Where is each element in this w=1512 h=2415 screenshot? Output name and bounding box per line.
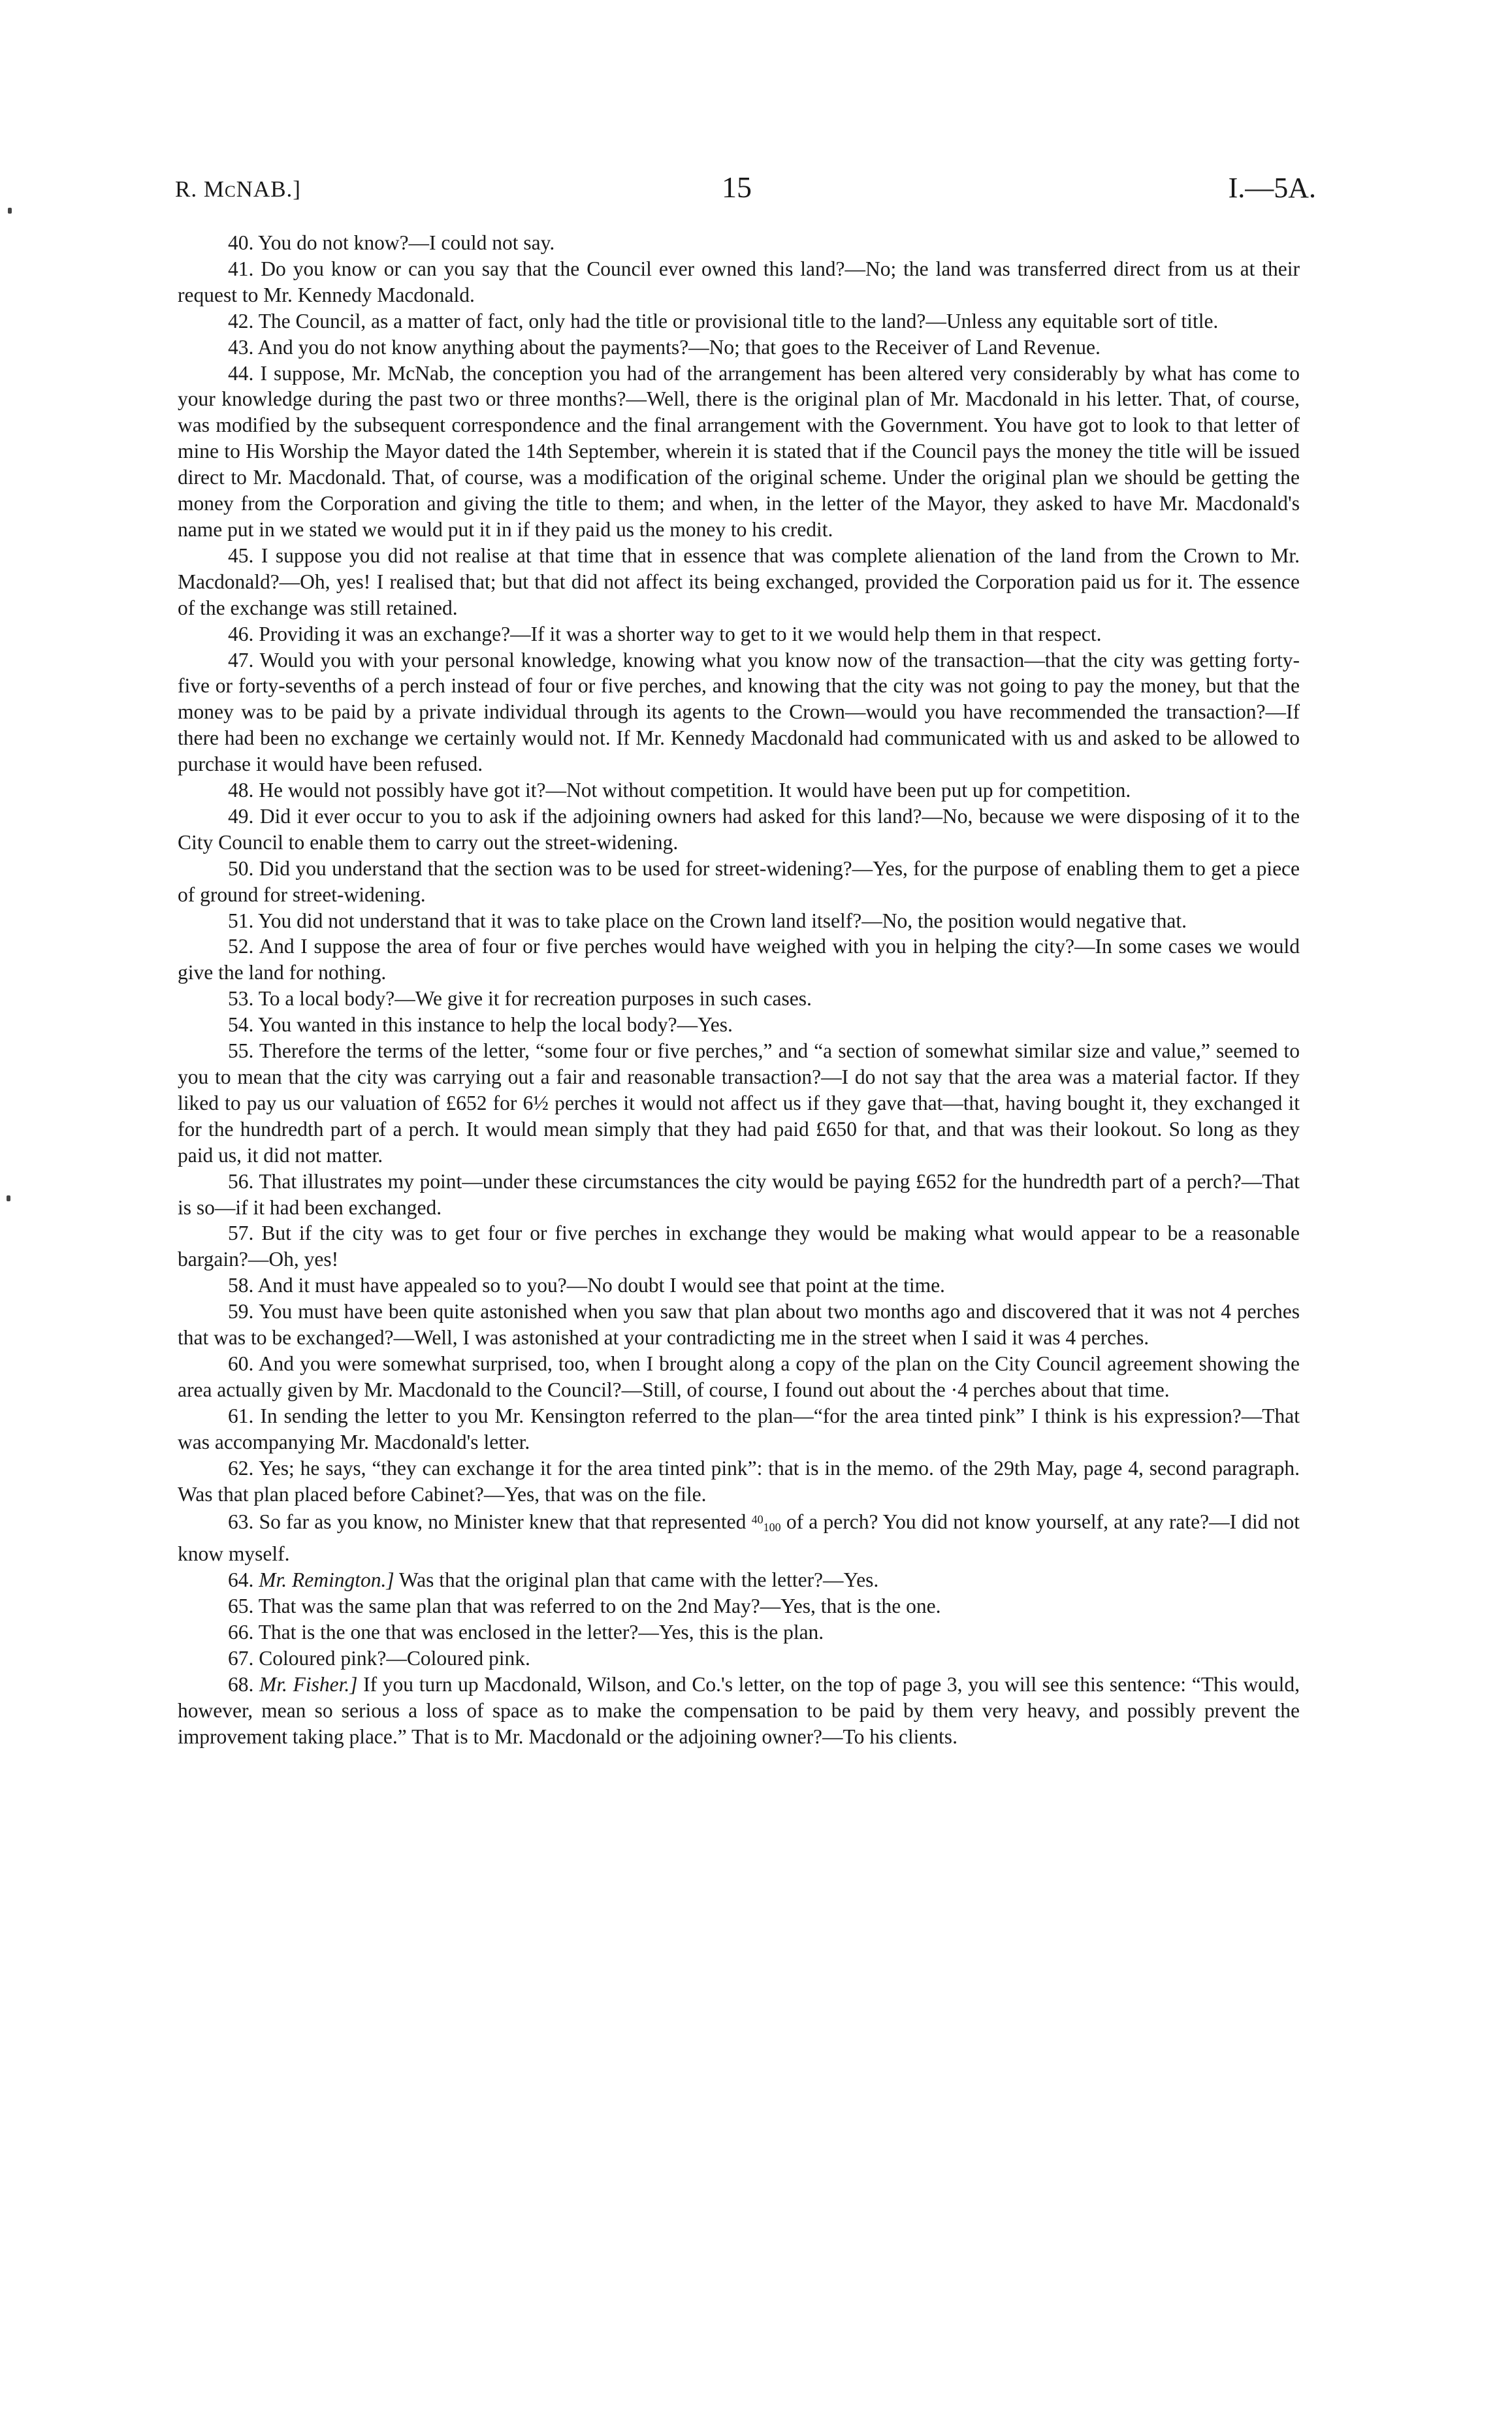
paragraph-64: 64. Mr. Remington.] Was that the original plan that came with the letter?—Yes.	[228, 1568, 879, 1592]
paragraph-63: 63. So far as you know, no Minister knew that that represented $^{40}$100 of a perch? You did not know yourself, at any rate?—I did not know myself.	[178, 1510, 1300, 1566]
paragraph-60: 60. And you were somewhat surprised, too, when I brought along a copy of the plan on the City Council agreement showing the area actually given by Mr. Macdonald to the Council?—Still, of course, I found out about the ·4 perches about that time.	[178, 1352, 1300, 1401]
paragraph-65: 65. That was the same plan that was referred to on the 2nd May?—Yes, that is the one.	[228, 1595, 941, 1618]
paragraph-57: 57. But if the city was to get four or five perches in exchange they would be making what would appear to be a reasonable bargain?—Oh, yes!	[178, 1222, 1300, 1271]
paragraph-40: 40. You do not know?—I could not say.	[228, 231, 555, 254]
paragraph-48: 48. He would not possibly have got it?—Not without competition. It would have been put up for competition.	[228, 779, 1131, 802]
paragraph-52: 52. And I suppose the area of four or five perches would have weighed with you in helping the city?—In some cases we would give the land for nothing.	[178, 935, 1300, 984]
header-witness-name: R. McNAB.]	[175, 176, 301, 202]
paragraph-50: 50. Did you understand that the section was to be used for street-widening?—Yes, for the purpose of enabling them to get a piece of ground for street-widening.	[178, 856, 1300, 906]
paragraph-55: 55. Therefore the terms of the letter, “some four or five perches,” and “a section of somewhat similar size and value,” seemed to you to mean that the city was carrying out a fair and reasonable transaction?—I do not say that the area was a material factor. If they liked to pay us our valuation of £652 for 6½ perches it would not affect us if they gave that—that, having bought it, they exchanged it for the hundredth part of a perch. It would mean simply that they had paid £650 for that, and that was their lookout. So long as they paid us, it did not matter.	[178, 1039, 1300, 1167]
speaker-name: Mr. Remington.]	[259, 1568, 394, 1592]
paragraph-66: 66. That is the one that was enclosed in the letter?—Yes, this is the plan.	[228, 1621, 824, 1644]
scan-mark	[8, 208, 12, 214]
paragraph-67: 67. Coloured pink?—Coloured pink.	[228, 1646, 530, 1670]
paragraph-41: 41. Do you know or can you say that the Council ever owned this land?—No; the land was transferred direct from us at their request to Mr. Kennedy Macdonald.	[178, 257, 1300, 306]
paragraph-68: 68. Mr. Fisher.] If you turn up Macdonald, Wilson, and Co.'s letter, on the top of page 3, you will see this sentence: “This would, however, mean so serious a loss of space as to make the compensation to be paid by them very heavy, and possibly prevent the improvement taking place.” That is to Mr. Macdonald or the adjoining owner?—To his clients.	[178, 1672, 1300, 1748]
paragraph-47: 47. Would you with your personal knowledge, knowing what you know now of the transaction—that the city was getting forty-five or forty-sevenths of a perch instead of four or five perches, and knowing that the city was not going to pay the money, but that the money was to be paid by a private individual through its agents to the Crown—would you have recommended the transaction?—If there had been no exchange we certainly would not. If Mr. Kennedy Macdonald had communicated with us and asked to be allowed to purchase it would have been refused.	[178, 648, 1300, 776]
paragraph-58: 58. And it must have appealed so to you?—No doubt I would see that point at the time.	[228, 1274, 945, 1297]
document-body	[178, 230, 1300, 1750]
paragraph-56: 56. That illustrates my point—under these circumstances the city would be paying £652 for the hundredth part of a perch?—That is so—if it had been exchanged.	[178, 1169, 1300, 1219]
paragraph-61: 61. In sending the letter to you Mr. Kensington referred to the plan—“for the area tinted pink” I think is his expression?—That was accompanying Mr. Macdonald's letter.	[178, 1404, 1300, 1453]
paragraph-54: 54. You wanted in this instance to help the local body?—Yes.	[228, 1013, 733, 1037]
paragraph-62: 62. Yes; he says, “they can exchange it for the area tinted pink”: that is in the memo. of the 29th May, page 4, second paragraph. Was that plan placed before Cabinet?—Yes, that was on the file.	[178, 1456, 1300, 1506]
paper-reference: I.—5A.	[1228, 172, 1316, 204]
paragraph-42: 42. The Council, as a matter of fact, only had the title or provisional title to the land?—Unless any equitable sort of title.	[228, 309, 1219, 332]
scan-mark	[7, 1195, 10, 1201]
paragraph-49: 49. Did it ever occur to you to ask if the adjoining owners had asked for this land?—No, because we were disposing of it to the City Council to enable them to carry out the street-widening.	[178, 804, 1300, 854]
fraction: $^{40}$100	[751, 1513, 781, 1534]
paragraph-43: 43. And you do not know anything about the payments?—No; that goes to the Receiver of Land Revenue.	[228, 335, 1101, 359]
paragraph-45: 45. I suppose you did not realise at that time that in essence that was complete alienation of the land from the Crown to Mr. Macdonald?—Oh, yes! I realised that; but that did not affect its being exchanged, provided the Corporation paid us for it. The essence of the exchange was still retained.	[178, 543, 1300, 619]
speaker-name: Mr. Fisher.]	[259, 1672, 358, 1696]
page-number: 15	[722, 170, 752, 204]
paragraph-51: 51. You did not understand that it was to take place on the Crown land itself?—No, the position would negative that.	[228, 909, 1187, 932]
paragraph-44: 44. I suppose, Mr. McNab, the conception you had of the arrangement has been altered very considerably by what has come to your knowledge during the past two or three months?—Well, there is the original plan of Mr. Macdonald in his letter. That, of course, was modified by the subsequent correspondence and the final arrangement with the Government. You have got to look to that letter of mine to His Worship the Mayor dated the 14th September, wherein it is stated that if the Council pays the money the title will be issued direct to Mr. Macdonald. That, of course, was a modification of the original scheme. Under the original plan we should be getting the money from the Corporation and giving the title to them; and when, in the letter of the Mayor, they asked to have Mr. Macdonald's name put in we stated we would put it in if they paid us the money to his credit.	[178, 361, 1300, 541]
paragraph-46: 46. Providing it was an exchange?—If it was a shorter way to get to it we would help them in that respect.	[228, 622, 1102, 645]
paragraph-53: 53. To a local body?—We give it for recreation purposes in such cases.	[228, 987, 812, 1011]
paragraph-59: 59. You must have been quite astonished when you saw that plan about two months ago and discovered that it was not 4 perches that was to be exchanged?—Well, I was astonished at your contradicting me in the street when I said it was 4 perches.	[178, 1300, 1300, 1350]
